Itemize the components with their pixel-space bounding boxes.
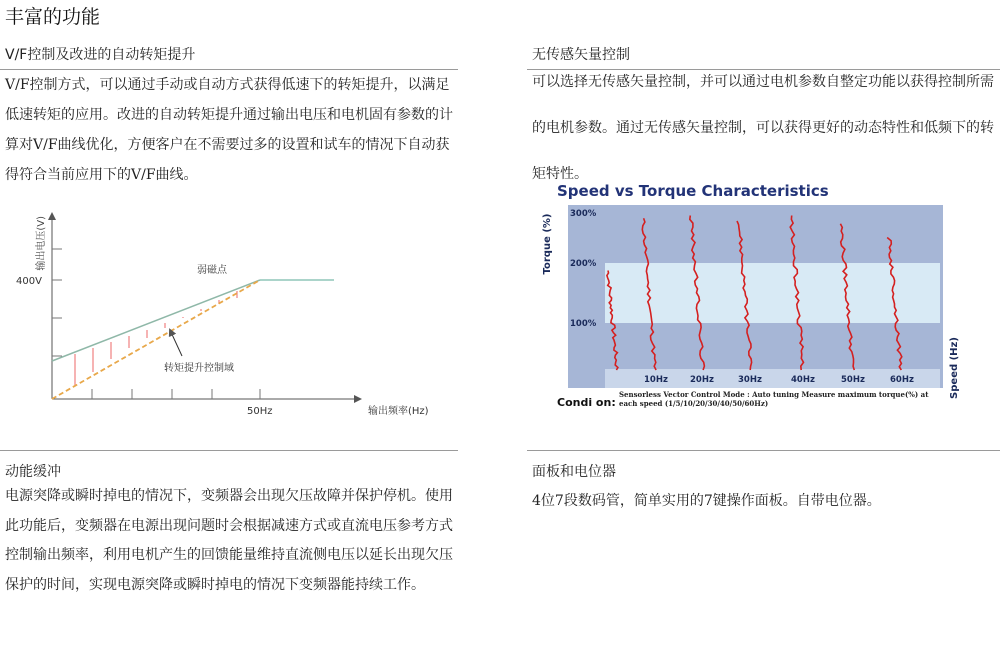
section-title-sensorless: 无传感矢量控制 xyxy=(532,47,630,63)
torque-xlabel: Speed (Hz) xyxy=(949,337,960,399)
boost-vf-line xyxy=(52,280,260,361)
torque-xtick-40hz: 40Hz xyxy=(791,375,815,385)
vf-ylabel: 输出电压(V) xyxy=(36,216,47,271)
section-title-vf: V/F控制及改进的自动转矩提升 xyxy=(5,47,196,63)
torque-highlight-band xyxy=(605,263,940,323)
torque-chart-title: Speed vs Torque Characteristics xyxy=(557,182,829,200)
section-title-buffer: 动能缓冲 xyxy=(5,464,61,480)
section-body-panel: 4位7段数码管，简单实用的7键操作面板。自带电位器。 xyxy=(532,493,881,509)
torque-ytick-100: 100% xyxy=(570,319,597,329)
torque-xtick-60hz: 60Hz xyxy=(890,375,914,385)
vf-ytick-400v: 400V xyxy=(16,276,42,287)
page-title: 丰富的功能 xyxy=(5,6,101,28)
section-body-sensorless: 可以选择无传感矢量控制，并可以通过电机参数自整定功能以获得控制所需的电机参数。通过无传感矢量控制，可以获得更好的动态特性和低频下的转矩特性。 xyxy=(532,74,994,182)
vf-curve-diagram xyxy=(0,192,470,417)
section-divider-buffer-top xyxy=(0,450,458,451)
torque-xtick-50hz: 50Hz xyxy=(841,375,865,385)
torque-ytick-200: 200% xyxy=(570,259,597,269)
section-body-vf: V/F控制方式，可以通过手动或自动方式获得低速下的转矩提升，以满足低速转矩的应用。改进的自动转矩提升通过输出电压和电机固有参数的计算对V/F曲线优化，方便客户在不需要过多的设置和试车的情况下自动获得符合当前应用下的V/F曲线。 xyxy=(5,77,453,183)
torque-condition-text: Sensorless Vector Control Mode : Auto tuning Measure maximum torque(%) at each speed (1/5/10/20/30/40/50/60Hz) xyxy=(619,390,929,408)
vf-annotation-boost-region: 转矩提升控制域 xyxy=(164,363,234,374)
section-title-panel: 面板和电位器 xyxy=(532,464,616,480)
torque-xtick-10hz: 10Hz xyxy=(644,375,668,385)
vf-xlabel: 输出频率(Hz) xyxy=(368,406,429,417)
torque-ylabel: Torque (%) xyxy=(542,213,553,275)
vf-xtick-50hz: 50Hz xyxy=(247,406,273,417)
section-body-buffer: 电源突降或瞬时掉电的情况下，变频器会出现欠压故障并保护停机。使用此功能后，变频器在电源出现问题时会根据减速方式或直流电压参考方式控制输出频率，利用电机产生的回馈能量维持直流侧电压以延长出现欠压保护的时间，实现电源突降或瞬时掉电的情况下变频器能持续工作。 xyxy=(5,488,453,593)
torque-xtick-20hz: 20Hz xyxy=(690,375,714,385)
vf-annotation-weak-field: 弱磁点 xyxy=(197,265,227,276)
torque-ytick-300: 300% xyxy=(570,209,597,219)
torque-xtick-30hz: 30Hz xyxy=(738,375,762,385)
linear-vf-line xyxy=(52,280,260,399)
torque-condition-label: Condi on: xyxy=(557,396,616,409)
speed-torque-chart xyxy=(535,178,965,418)
section-divider-panel-top xyxy=(527,450,1000,451)
